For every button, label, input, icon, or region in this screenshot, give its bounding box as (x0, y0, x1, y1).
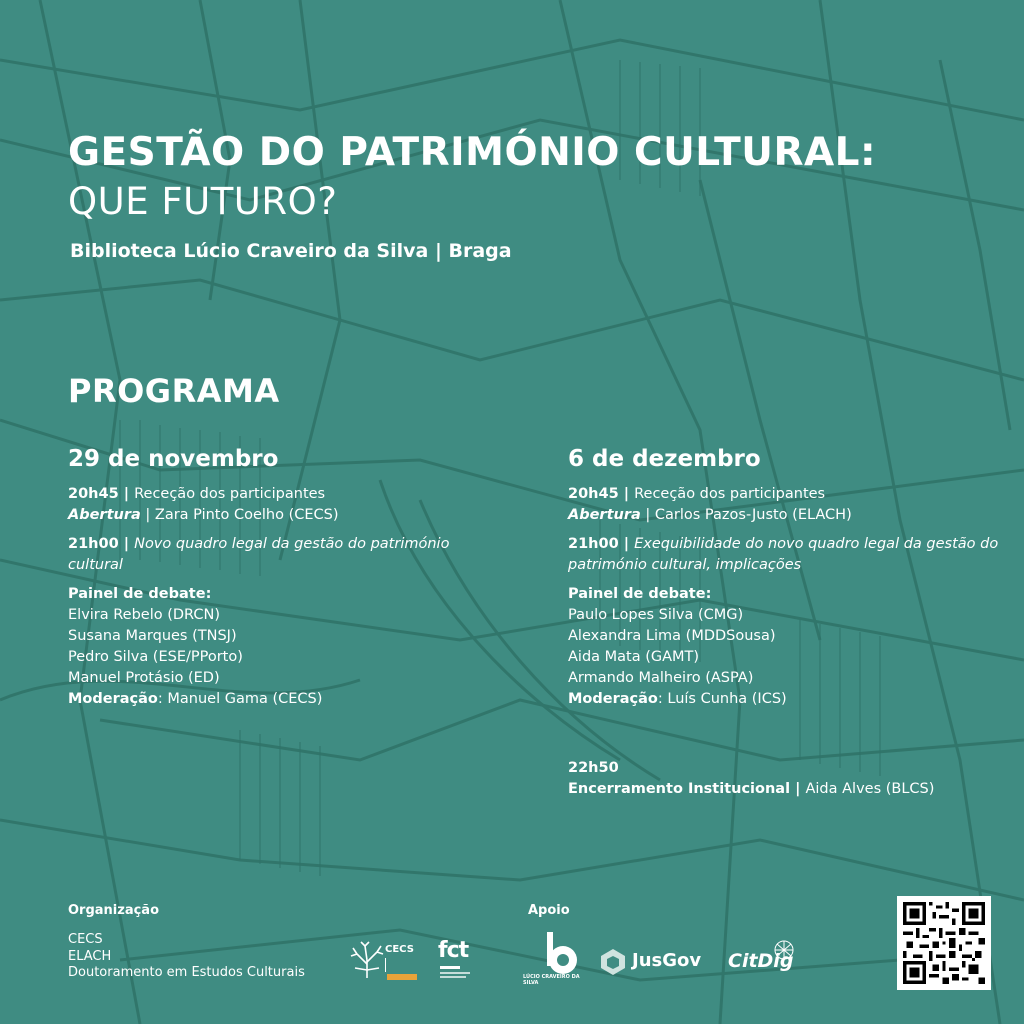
separator: | (790, 781, 806, 797)
opening-label: Abertura (568, 507, 641, 523)
organization-list (68, 932, 305, 982)
organizer: CECS (68, 932, 103, 947)
fct-logo-text: fct (438, 938, 469, 963)
separator: | (618, 486, 635, 502)
hexagon-icon (600, 948, 626, 976)
separator: | (640, 507, 655, 523)
blcs-logo (523, 930, 593, 986)
event-title: GESTÃO DO PATRIMÓNIO CULTURAL: (68, 130, 877, 175)
program-day-2 (568, 444, 1008, 800)
day-2-reception (568, 484, 1008, 505)
opening-text: Zara Pinto Coelho (CECS) (154, 507, 339, 523)
closing-time: 22h50 (568, 760, 619, 776)
citdig-logo-text: CitDig (728, 950, 794, 972)
separator: | (118, 486, 135, 502)
opening-text: Carlos Pazos-Justo (ELACH) (654, 507, 852, 523)
day-1-talk (68, 534, 508, 576)
day-2-date: 6 de dezembro (568, 446, 761, 472)
separator: | (618, 536, 635, 552)
organizer: ELACH (68, 948, 112, 964)
program-heading: PROGRAMA (68, 372, 280, 410)
support-heading: Apoio (528, 903, 570, 918)
program-day-1 (68, 444, 508, 710)
day-1-moderation (68, 689, 508, 710)
moderation-label: Moderação (68, 691, 158, 707)
separator: | (118, 536, 135, 552)
panelist: Manuel Protásio (ED) (68, 670, 220, 686)
tree-icon (349, 940, 385, 980)
reception-text: Receção dos participantes (134, 486, 326, 502)
panelist: Aida Mata (GAMT) (568, 649, 700, 665)
organizer: Doutoramento em Estudos Culturais (68, 965, 305, 980)
talk-time: 21h00 (68, 536, 119, 552)
panelist: Alexandra Lima (MDDSousa) (568, 628, 776, 644)
event-subtitle: QUE FUTURO? (68, 180, 338, 223)
panel-label: Painel de debate: (568, 586, 712, 602)
panelist: Susana Marques (TNSJ) (68, 628, 237, 644)
fct-logo (438, 938, 498, 986)
moderation-text: : Manuel Gama (CECS) (157, 691, 323, 707)
reception-text: Receção dos participantes (634, 486, 826, 502)
event-venue: Biblioteca Lúcio Craveiro da Silva | Braga (70, 240, 512, 262)
qr-code[interactable] (897, 896, 991, 990)
cecs-logo (349, 938, 439, 986)
panelist: Pedro Silva (ESE/PPorto) (68, 649, 243, 665)
closing-label: Encerramento Institucional (568, 781, 791, 797)
panelist: Armando Malheiro (ASPA) (568, 670, 754, 686)
organization-heading: Organização (68, 903, 159, 918)
panelist: Paulo Lopes Silva (CMG) (568, 607, 744, 623)
jusgov-logo-text: JusGov (632, 950, 702, 971)
panelist: Elvira Rebelo (DRCN) (68, 607, 221, 623)
talk-time: 21h00 (568, 536, 619, 552)
reception-time: 20h45 (68, 486, 119, 502)
day-2-moderation (568, 689, 1008, 710)
panel-label: Painel de debate: (68, 586, 212, 602)
library-b-icon (543, 930, 583, 976)
talk-title: Novo quadro legal da gestão do património cultural (68, 536, 450, 573)
blcs-logo-text: LÚCIO CRAVEIRO DA SILVA (523, 974, 580, 986)
moderation-label: Moderação (568, 691, 658, 707)
closing-text: Aida Alves (BLCS) (805, 781, 935, 797)
reception-time: 20h45 (568, 486, 619, 502)
day-2-opening (568, 505, 1008, 526)
cecs-logo-text: CECS (385, 944, 414, 955)
day-1-opening (68, 505, 508, 526)
moderation-text: : Luís Cunha (ICS) (657, 691, 787, 707)
day-1-date: 29 de novembro (68, 446, 279, 472)
separator: | (140, 507, 155, 523)
day-2-closing (568, 779, 1008, 800)
qr-code-icon (903, 902, 985, 984)
day-2-talk (568, 534, 1008, 576)
day-1-reception (68, 484, 508, 505)
talk-title: Exequibilidade do novo quadro legal da gestão do património cultural, implicações (568, 536, 999, 573)
citdig-logo (728, 936, 808, 980)
opening-label: Abertura (68, 507, 141, 523)
jusgov-logo (600, 946, 715, 982)
